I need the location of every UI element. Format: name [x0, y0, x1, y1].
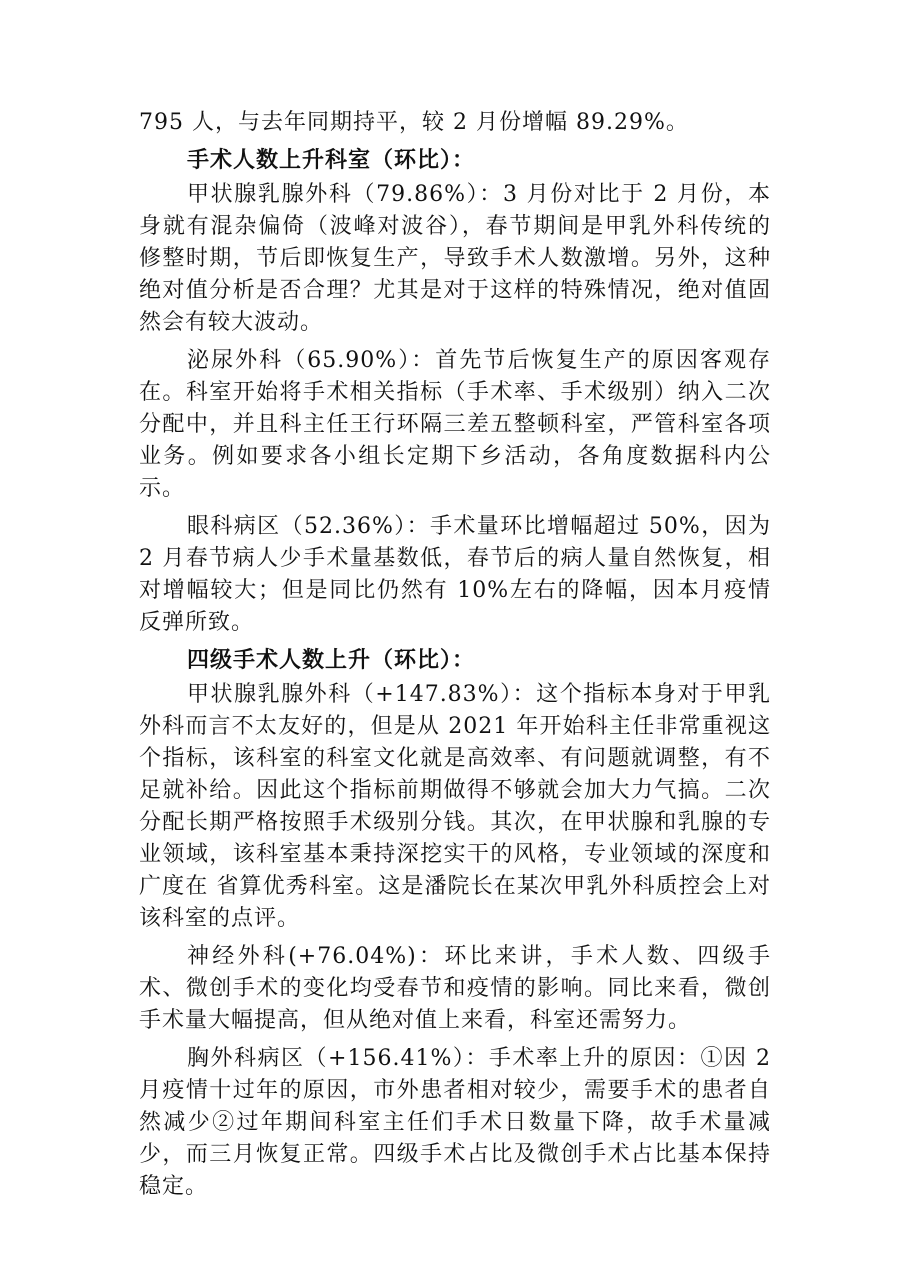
- paragraph-thyroid-breast: 甲状腺乳腺外科（79.86%）：3 月份对比于 2 月份，本身就有混杂偏倚（波峰对波谷），春节期间是甲乳外科传统的修整时期，节后即恢复生产，导致手术人数激增。另外，这种绝对值分析是否合理？尤其是对于这样的特殊情况，绝对值固然会有较大波动。: [139, 182, 771, 335]
- section-heading-level4-increase: 四级手术人数上升（环比）：: [187, 648, 476, 673]
- paragraph-thyroid-breast-level4: 甲状腺乳腺外科（+147.83%）：这个指标本身对于甲乳外科而言不太友好的，但是从 2021 年开始科主任非常重视这个指标，该科室的科室文化就是高效率、有问题就调整，有不足就补给。因此这个指标前期做得不够就会加大力气搞。二次分配长期严格按照手术级别分钱。其次，在甲状腺和乳腺的专业领域，该科室基本秉持深挖实干的风格，专业领域的深度和广度在 省算优秀科室。这是潘院长在某次甲乳外科质控会上对该科室的点评。: [139, 682, 771, 931]
- intro-line: 795 人，与去年同期持平，较 2 月份增幅 89.29%。: [139, 110, 689, 135]
- document-page: [139, 107, 771, 1203]
- paragraph-thoracic: 胸外科病区（+156.41%）：手术率上升的原因：①因 2 月疫情十过年的原因，市外患者相对较少，需要手术的患者自然减少②过年期间科室主任们手术日数量下降，故手术量减少，而三月恢复正常。四级手术占比及微创手术占比基本保持稳定。: [139, 1046, 771, 1199]
- paragraph-neurosurgery: 神经外科(+76.04%)：环比来讲，手术人数、四级手术、微创手术的变化均受春节和疫情的影响。同比来看，微创手术量大幅提高，但从绝对值上来看，科室还需努力。: [139, 944, 771, 1033]
- paragraph-ophthalmology: 眼科病区（52.36%）：手术量环比增幅超过 50%，因为 2 月春节病人少手术量基数低，春节后的病人量自然恢复，相对增幅较大；但是同比仍然有 10%左右的降幅，因本月疫情反弹所致。: [139, 514, 771, 635]
- section-heading-surgery-increase: 手术人数上升科室（环比）：: [187, 148, 476, 173]
- paragraph-urology: 泌尿外科（65.90%）：首先节后恢复生产的原因客观存在。科室开始将手术相关指标（手术率、手术级别）纳入二次分配中，并且科主任王行环隔三差五整顿科室，严管科室各项业务。例如要求各小组长定期下乡活动，各角度数据科内公示。: [139, 348, 771, 501]
